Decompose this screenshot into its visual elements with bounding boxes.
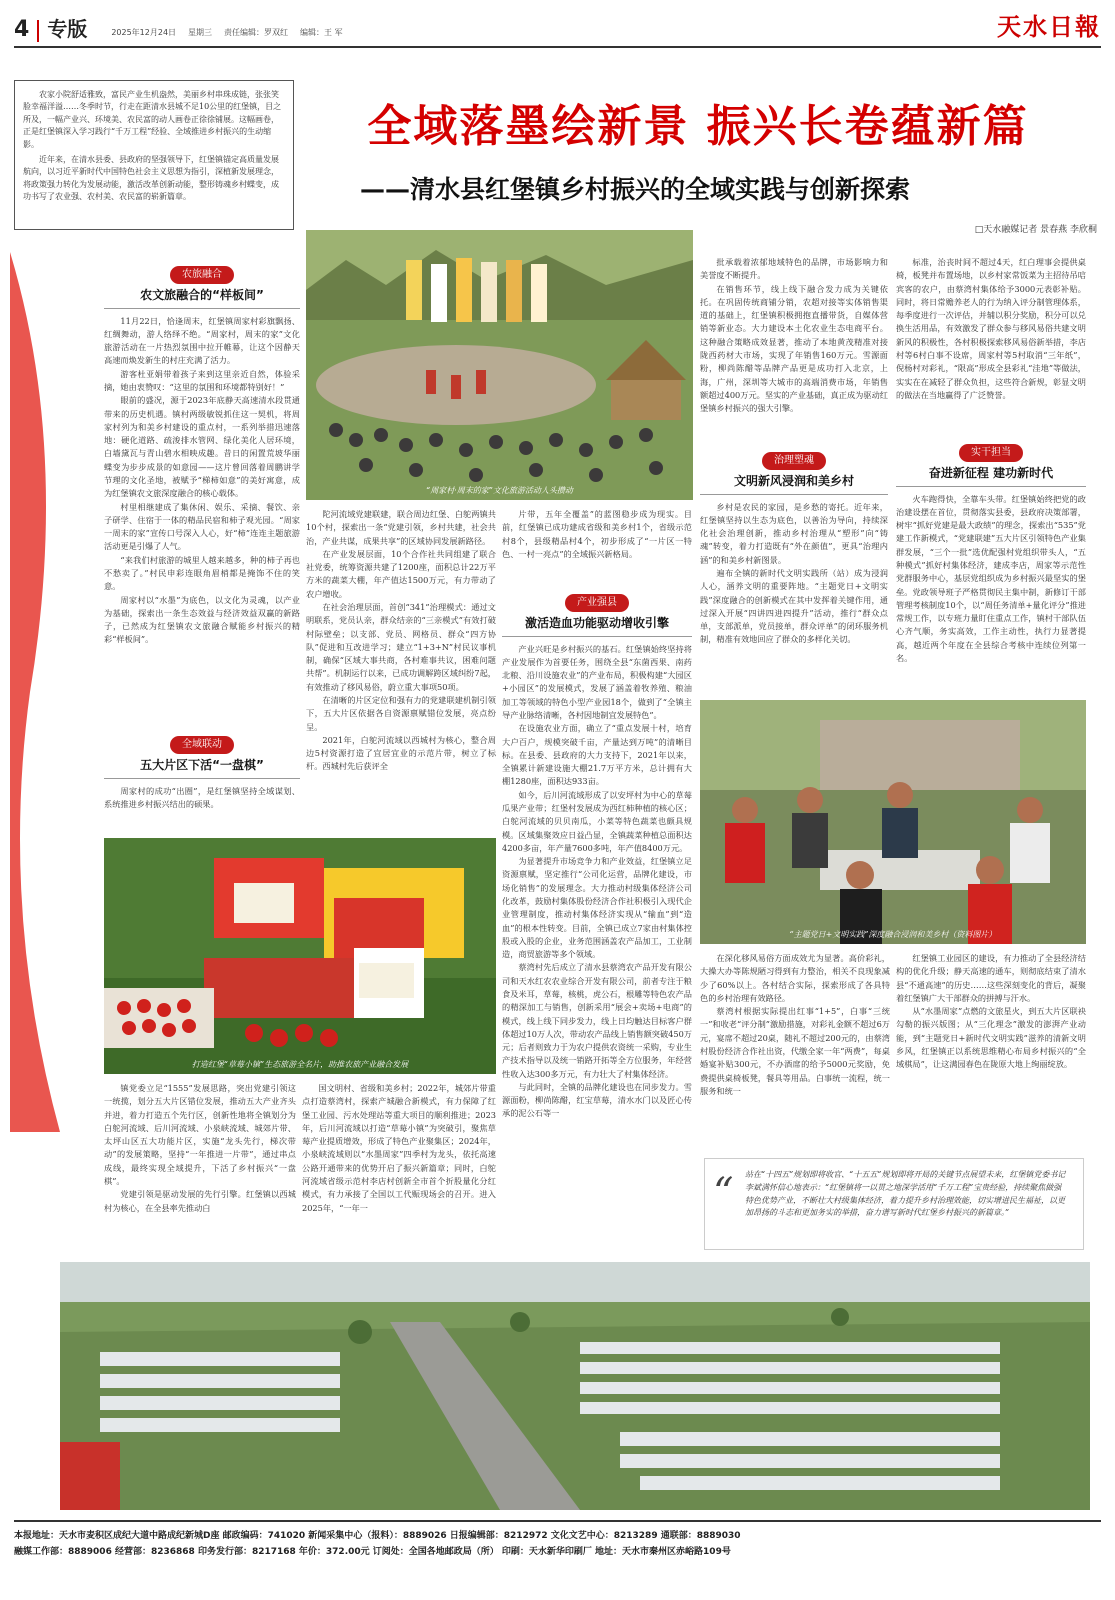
photo-caption: “主题党日+文明实践”深度融合浸润和美乡村（资料图片） (789, 930, 997, 939)
section-tag: 全域联动 (170, 736, 234, 754)
paragraph: 片带，五年全覆盖”的蓝图稳步成为现实。目前，红堡镇已成功建成省级和美乡村1个，省级示范村8个，县级精品村4个，初步形成了“一片区一特色、一村一亮点”的全域振兴新格局。 (502, 509, 692, 559)
red-decoration (10, 252, 80, 1132)
paragraph: 为显著提升市场竞争力和产业效益，红堡镇立足资源禀赋，坚定推行“公司化运营，品牌化建设，市场化销售”的发展理念。大力推动村级集体经济公司化改革，鼓励村集体股份经济合作社积极引入现代企业管理制度，推动村集体经济实现从“输血”到“造血”的根本性转变。目前，全镇已成立7家由村集体控股或入股的企业，业务范围涵盖农产品加工，工业制造，商贸旅游等多个领域。 (502, 856, 692, 960)
paragraph: 产业兴旺是乡村振兴的基石。红堡镇始终坚持将产业发展作为首要任务，围绕全县“东菌西果、南药北粮、沿川设施农业”的产业布局，积极构建“大园区+小园区”的发展模式，发展了涵盖着牧养殖、粮油加工等领域的特色小型产业园18个，做到了“全镇主导产业脉络清晰，各村因地制宜发展特色”。 (502, 643, 692, 721)
paragraph: 2021年，白鸵河流域以西城村为核心，整合周边5村资源打造了宜居宜业的示范片带，树立了标杆。西城村先后获评全 (306, 734, 496, 772)
issue-date: 2025年12月24日 (111, 28, 177, 37)
paragraph: 周家村以“水墨”为底色，以文化为灵魂，以产业为基础，探索出一条生态效益与经济效益双赢的新路子，已然成为红堡镇农文旅融合赋能乡村振兴的精彩“样板间”。 (104, 594, 300, 645)
section-tag: 农旅融合 (170, 266, 234, 284)
byline: □天水融媒记者 景春燕 李欣桐 (974, 225, 1097, 235)
paragraph: 红堡镇工业园区的建设，有力推动了全县经济结构的优化升级；静天高速的通车，则彻底结束了清水县“不通高速”的历史……这些深刻变化的背后，凝聚着红堡镇广大干部群众的拼搏与汗水。 (896, 953, 1086, 1003)
paragraph: 镇党委立足“1555”发展思路，突出党建引领这一统揽，划分五大片区错位发展，推动五大产业齐头并进，着力打造五个先行区，创新性地将全镇划分为白鸵河流域、后川河流域、小泉峡流域、城郊片带、太坪山区五大功能片区，实施“龙头先行，梯次带动”的发展策略，坚持“一年推进一片带”，通过串点成线，最终实现全域提升，下活了乡村振兴“一盘棋”。 (104, 1083, 296, 1186)
designer: 编辑：王 军 (300, 28, 343, 37)
column-3b (302, 1082, 496, 1262)
footer (14, 1520, 1101, 1560)
column-5top (896, 256, 1086, 434)
paragraph: 蔡湾村先后成立了清水县蔡湾农产品开发有限公司和天水红农农业综合开发有限公司，前者专注于粮食及米耳，草莓，核桃，虎公石，根雕等特色农产品的精深加工与销售，创新采用“展会+卖场+电商”的模式，线上线下同步发力，线上日均触达目标客户群体超过10万人次，带动农产品线上销售额突破450万元；后者则致力于为农户提供农资统一采购，专业生产技术指导以及统一销路开拓等全方位服务，年经营性收入达300多万元，有力壮大了村集体经济。 (502, 962, 692, 1079)
section-title: 农文旅融合的“样板间” (104, 286, 300, 308)
paragraph: 在深化移风易俗方面成效尤为显著。高价彩礼，大操大办等陈规陋习得到有力整治，相关不良现象减少了60%以上。各村结合实际，探索形成了各具特色的乡村治理有效路径。 (700, 953, 890, 1003)
column-5a (700, 448, 888, 690)
headline: 全域落墨绘新景 振兴长卷蕴新篇 (367, 101, 1029, 152)
intro-paragraph: 近年来，在清水县委、县政府的坚强领导下，红堡镇锚定高质量发展航向，以习近平新时代中国特色社会主义思想为指引，深植新发展理念，将政策强力转化为发展动能，激活改革创新动能，整形铸魂乡村蝶变，成功书写了农业强、农村美、农民富的崭新篇章。 (23, 154, 279, 202)
meeting-photo (700, 700, 1086, 944)
paragraph: 乡村是农民的家园，是乡愁的寄托。近年来，红堡镇坚持以生态为底色，以善治为导向，持续深化社会治理创新，推动乡村治理从“塑形”向“铸魂”转变，着力打造既有“外在颜值”，更具“治理内涵”的和美乡村新图景。 (700, 501, 888, 565)
column-2b (104, 1082, 296, 1262)
quote-text: 站在“十四五”规划即将收官、“十五五”规划即将开局的关键节点展望未来，红堡镇党委书记李斌满怀信心地表示：“红堡镇将一以贯之地深学活用“千万工程”宝贵经验，持续聚焦做强特色优势产业，不断壮大村级集体经济，着力提升乡村治理效能，切实增进民生福祉，以更加昂扬的斗志和更加务实的举措，奋力谱写新时代红堡乡村振兴的新篇章。” (745, 1170, 1066, 1218)
paragraph: 在清晰的片区定位和强有力的党建联建机制引领下，五大片区依据各自资源禀赋错位发展，亮点纷呈。 (306, 694, 496, 732)
footer-line: 融媒工作部：8889006 经营部：8236868 印务发行部：8217168 年价：372.00元 订阅处：全国各地邮政局（所） 印刷：天水新华印刷厂 地址：天水市秦州区赤峪路109号 (14, 1547, 731, 1558)
paragraph: 在销售环节，线上线下融合发力成为关键依托。在巩固传统商铺分销，农超对接等实体销售渠道的基础上，红堡镇积极拥抱直播带货，自媒体营销等新业态。大力建设本土化农业生态电商平台。这种融合策略成效显著，推动了本地黄茂精准对接陇西药材大市场，实现了年销售160万元。雪源面粉，柳尚陈醋等品牌产品更是成功打入北京，上海，广州，深圳等大城市的高端消费市场，年销售额超过400万元。坚实的产业基础，真正成为驱动红堡镇乡村振兴的强大引擎。 (700, 283, 888, 414)
meeting-illustration (700, 700, 1086, 944)
column-1b (104, 732, 300, 828)
paragraph: 从“水墨周家”点燃的文旅星火，到五大片区联袂勾勒的振兴版图；从“三化理念”激发的澎湃产业动能，到“主题党日+新时代文明实践”滋养的清新文明乡风，红堡镇正以系统思维精心布局乡村振兴的“全域棋局”，让这满园春色在陇原大地上绚丽绽放。 (896, 1006, 1086, 1070)
column-5b (700, 952, 890, 1152)
column-3 (502, 508, 692, 582)
section-title: 文明新风浸润和美乡村 (700, 472, 888, 494)
paragraph: 蔡湾村根据实际提出红事“1+5”，白事“三统一”和收老“评分制”激励措施，对彩礼金额不超过6万元，宴席不超过20桌，随礼不超过200元的，由蔡湾村股份经济合作社出资，代缴全家一年“两费”，每桌婚宴补贴300元，不办酒席的给予5000元奖励，免费提供桌椅板凳，餐具等用品。白事统一流程，统一服务和统一 (700, 1006, 890, 1096)
weekday: 星期三 (188, 28, 213, 37)
footer-line: 本报地址：天水市麦积区成纪大道中路成纪新城D座 邮政编码：741020 新闻采集中心（报料）：8889026 日报编辑部：8212972 文化文艺中心：8213289 通联部：8889030 (14, 1531, 741, 1541)
paragraph: 与此同时，全镇的品牌化建设也在同步发力。雪源面粉，柳尚陈醋，红宝草莓，清水水门以及匠心传承的泥公石等一 (502, 1081, 692, 1119)
paragraph: 在社会治理层面，首创“341”治理模式：通过文明联系，党员认亲，群众结亲的“三亲模式”有效打破村际壁垒；以支部、党员、网格员、群众“四方协队”促进和互改进学习；建立“1+3+N”村民议事机制，确保“区域大事共商，各村难事共议，困难问题共帮”。机制运行以来，已成功调解跨区域纠纷7起，有效推动了移风易俗，蔚立重大事项50项。 (306, 601, 496, 692)
column-1 (104, 262, 300, 726)
pull-quote (704, 1158, 1084, 1250)
paragraph: 国文明村、省级和美乡村；2022年，城郊片带重点打造蔡湾村，探索产城融合新模式，有力保障了红堡工业园、污水处理站等重大项目的顺利推进；2023年，后川河流域以打造“草莓小镇”为突破引，聚焦草莓产业提质增效，形成了特色产业聚集区；2024年，小泉峡流域则以“水墨周家”四季村为龙头，依托高速公路开通带来的优势开启了振兴新篇章；同时，白鸵河流域省级示范村李店村创新全市首个折股量化分红模式，有力承接了全国以工代赈现场会的召开。进入2025年，“一年一 (302, 1083, 496, 1213)
strawberry-photo (104, 838, 496, 1074)
intro-box (14, 80, 294, 230)
section-title: 五大片区下活“一盘棋” (104, 756, 300, 778)
strawberry-illustration (104, 838, 496, 1074)
paragraph: 如今，后川河流域形成了以安坪村为中心的草莓瓜果产业带；红堡村发展成为西红柿种植的核心区；白鸵河流域的贝贝南瓜，小菜等特色蔬菜也颇具规模。区域集聚效应日益凸显，全镇蔬菜种植总面积达4200多亩，年产量7600多吨，年产值8400万元。 (502, 789, 692, 853)
section-name: 专版 (47, 17, 88, 41)
paragraph: 在产业发展层面，10个合作社共同组建了联合社党委，统筹资源共建了1200座，面积总计22万平方米的蔬菜大棚，年产值达1500万元，有力带动了农户增收。 (306, 548, 496, 599)
festival-illustration (306, 230, 693, 500)
paragraph: 火车跑得快，全靠车头带。红堡镇始终把党的政治建设摆在首位，贯彻落实县委，县政府决策部署，树牢“抓好党建是最大政绩”的理念，探索出“535”党建工作新模式，“党建联建”五大片区引领特色产业集群发展，“三个一批”选优配强村党组织带头人，“五种模式”抓好村集体经济，建成李店，周家等示范性党群服务中心，基层党组织成为乡村振兴最坚实的堡垒。党政领导班子严格贯彻民主集中制，新修订干部管理考核制度10个，以“周任务清单+量化评分”推进常规工作，以专班力量盯住重点工作，镇村干部队伍心齐气顺，务实高效，工作主动性，执行力显著提高，越近两个年度在全县综合考核中连续位列第一名。 (896, 493, 1086, 663)
masthead (14, 14, 1101, 48)
section-title: 激活造血功能驱动增收引擎 (502, 614, 692, 636)
paragraph: 陀河流域党建联建，联合周边红堡、白鸵两镇共10个村，探索出一条“党建引领，乡村共建，社会共治，产业共谋，成果共享”的区域协同发展新路径。 (306, 509, 496, 546)
newspaper-logo: 天水日報 (997, 12, 1101, 41)
photo-caption: 打造红堡“草莓小镇”生态旅游全名片，助推农旅产业融合发展 (191, 1060, 409, 1069)
paragraph: 村里相继建成了集休闲、娱乐、采摘、餐饮、亲子研学、住宿于一体的精品民宿和柿子观光园。“周家一周末的家”宣传口号深入人心，好“柿”连连主题旅游活动更是引爆了人气。 (104, 501, 300, 552)
page-number: 4 (14, 17, 30, 42)
section-tag: 治理塑魂 (762, 452, 826, 470)
subheadline: ——清水县红堡镇乡村振兴的全域实践与创新探索 (360, 175, 911, 204)
aerial-illustration (60, 1262, 1090, 1510)
paragraph: “来我们村旅游的城里人越来越多，种的柿子再也不愁卖了。”村民申彩连眼角眉梢都是掩饰不住的笑意。 (104, 554, 300, 592)
section-tag: 实干担当 (959, 444, 1023, 462)
column-2 (306, 508, 496, 830)
paragraph: 标准，治丧时间不超过4天，红白理事会提供桌椅，板凳并布置场地，以乡村家常饭菜为主招待吊唁宾客的农户，由蔡湾村集体给予3000元表彰补贴。同时，将日常赡养老人的行为纳入评分制管理体系，每季度进行一次评估，并辅以积分奖励，积分可以兑换生活用品，有效激发了群众参与移风易俗共建文明新风的积极性，各村积极探索移风易俗新举措，李店村等6村白事不设席，周家村等5村取消“三年纸”，倪杨村对彩礼，“限高”形成全县彩礼“洼地”等做法，实实在在减轻了群众负担，这些符合新规，彰显文明的做法在当地赢得了广泛赞誉。 (896, 257, 1086, 400)
divider (37, 20, 39, 42)
paragraph: 在设施农业方面，确立了“重点发展十村，培育大户百户，规模突破千亩，产量达到万吨”的清晰目标。在县委、县政府的大力支持下，2021年以来，全镇累计新建设施大棚21.7万平方米，总计拥有大棚1280座，面积达933亩。 (502, 723, 692, 787)
column-4top (700, 256, 888, 440)
column-6b (896, 952, 1086, 1152)
column-4a (502, 590, 692, 1230)
editor: 责任编辑：罗双红 (224, 28, 289, 37)
paragraph: 游客杜亚娟带着孩子来到这里亲近自然，体验采摘，她由衷赞叹：“这里的氛围和环境都特别好！” (104, 368, 300, 393)
section-title: 奋进新征程 建功新时代 (896, 464, 1086, 486)
photo-caption: “周家村·周末的家”文化旅游活动人头攒动 (426, 486, 573, 495)
paragraph: 批承载着浓郁地域特色的品牌，市场影响力和美誉度不断提升。 (700, 257, 888, 281)
festival-photo (306, 230, 693, 500)
paragraph: 周家村的成功“出圈”，是红堡镇坚持全域谋划、系统推进乡村振兴结出的硕果。 (104, 785, 300, 809)
section-tag: 产业强县 (565, 594, 629, 612)
paragraph: 11月22日，恰逢周末，红堡镇周家村彩旗飘扬、红绸舞动，游人络绎不绝。“周家村，周末的家”文化旅游活动在一片热烈氛围中拉开帷幕，让这个因静天高速而焕发新生的村庄充满了活力。 (104, 315, 300, 366)
greenhouse-aerial-photo (60, 1262, 1090, 1510)
paragraph: 党建引领是驱动发展的先行引擎。红堡镇以西城村为核心，在全县率先推动白 (104, 1189, 296, 1213)
paragraph: 眼前的盛况，源于2023年底静天高速清水段贯通带来的历史机遇。镇村两级敏锐抓住这一契机，将周家村列为和美乡村建设的重点村，一系列举措迅速落地：硬化道路、疏浚排水管网、绿化美化人居环境，白墙黛瓦与青山碧水相映成趣。昔日的闲置荒坡华丽蝶变为步步成景的如意园——这片曾回落着周鹏讲学节理的文化圣地，被赋予“梯柿如意”的美好寓意，成为红堡镇农文旅深度融合的核心载体。 (104, 395, 300, 499)
column-6 (896, 440, 1086, 690)
quote-mark-icon: “ (713, 1170, 734, 1216)
paragraph: 遍布全镇的新时代文明实践所（站）成为浸润人心，涵养文明的重要阵地。“主题党日+文明实践”深度融合的创新模式在其中发挥着关键作用，通过深入开展“四讲四进四提升”活动，推行“群众点单，支部派单，党员接单，群众评单”的闭环服务机制，精准有效地回应了群众的多样化关切。 (700, 568, 888, 645)
intro-paragraph: 农家小院舒适雅致，富民产业生机盎然，美丽乡村串珠成链，张张笑脸幸福洋溢……冬季时节，行走在距清水县城不足10公里的红堡镇，目之所及，一幅产业兴、环境美、农民富的动人画卷正徐徐铺展。这幅画卷，正是红堡镇深入学习践行“千万工程”经验、全域推进乡村振兴的生动缩影。 (23, 90, 282, 149)
